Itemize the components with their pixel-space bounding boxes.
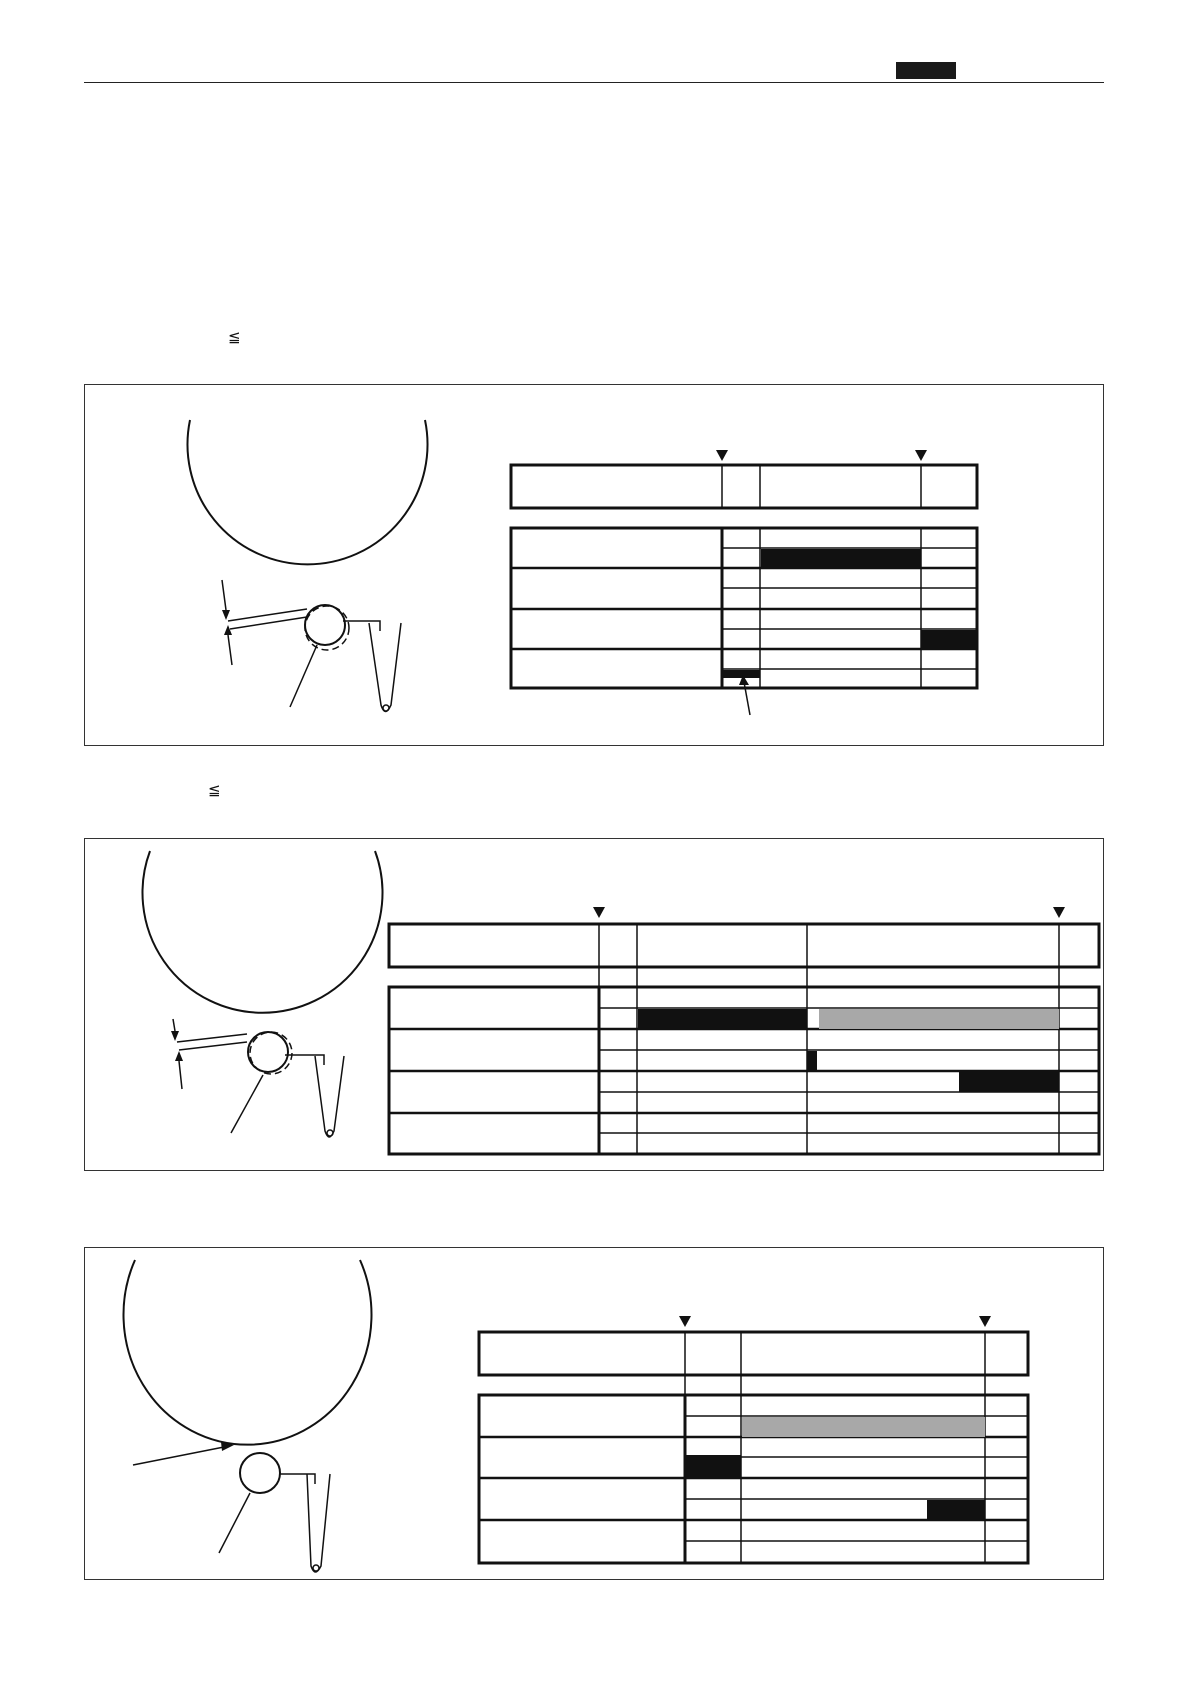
- roller-dashed-circle: [250, 1032, 292, 1074]
- shaded-cell: [959, 1072, 1059, 1092]
- header-row: [511, 465, 977, 508]
- roller-circle: [248, 1032, 288, 1072]
- gap-arrow-head: [171, 1031, 179, 1041]
- lever: [307, 1474, 330, 1572]
- figure-3: [84, 1247, 1104, 1580]
- gap-arrow-head: [222, 610, 230, 620]
- shaded-cell: [921, 630, 977, 649]
- header-row: [389, 924, 1099, 967]
- spacer-row: [685, 1375, 985, 1395]
- header-row: [479, 1332, 1028, 1375]
- leader-line: [231, 1075, 263, 1133]
- timing-marker: [679, 1316, 691, 1327]
- figure-1: [84, 384, 1104, 746]
- timing-marker: [915, 450, 927, 461]
- drum-arc: [188, 420, 428, 564]
- shaded-cell: [927, 1500, 985, 1520]
- figure-2-diagram: [85, 839, 1105, 1172]
- roller-dashed-circle: [305, 606, 349, 650]
- shaded-cell: [819, 1009, 1059, 1029]
- leader-line: [219, 1493, 250, 1553]
- gap-line: [228, 609, 307, 629]
- roller-circle: [240, 1453, 280, 1493]
- roller-circle: [305, 605, 345, 645]
- lever-pivot: [313, 1565, 319, 1571]
- timing-marker: [1053, 907, 1065, 918]
- figure-3-diagram: [85, 1248, 1105, 1581]
- chapter-tab: [896, 62, 956, 79]
- timing-marker: [979, 1316, 991, 1327]
- gap-arrow: [222, 580, 232, 665]
- condition-symbol-1: ≦: [228, 329, 241, 346]
- gap-arrow: [173, 1019, 182, 1089]
- gap-line: [177, 1034, 247, 1050]
- figure-2: [84, 838, 1104, 1171]
- shaded-cell: [685, 1455, 741, 1478]
- shaded-cell: [638, 1009, 807, 1029]
- lever: [369, 623, 401, 712]
- contact-arrow: [133, 1447, 224, 1465]
- leader-line: [290, 645, 317, 707]
- lever: [315, 1056, 344, 1137]
- lever-pivot: [327, 1130, 333, 1136]
- tick-line: [285, 1055, 324, 1065]
- timing-marker: [593, 907, 605, 918]
- drum-arc: [124, 1260, 372, 1445]
- gap-arrow-head: [175, 1051, 183, 1061]
- timing-marker: [716, 450, 728, 461]
- drum-arc: [143, 851, 383, 1013]
- header-rule: [84, 82, 1104, 83]
- figure-1-diagram: [85, 385, 1105, 747]
- tick-line: [280, 1474, 315, 1484]
- shaded-cell: [761, 549, 921, 568]
- gap-arrow-head: [224, 625, 232, 635]
- shaded-cell: [742, 1417, 985, 1437]
- lever-pivot: [383, 705, 389, 711]
- shaded-cell: [807, 1051, 817, 1071]
- shaded-cell: [722, 670, 760, 678]
- condition-symbol-2: ≦: [208, 782, 221, 799]
